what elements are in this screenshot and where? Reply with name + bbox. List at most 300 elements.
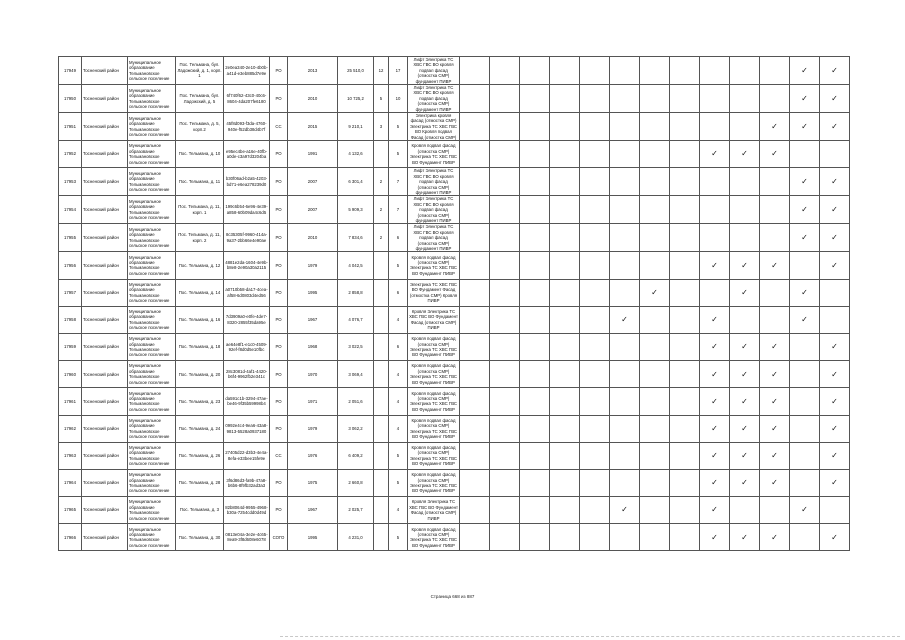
checkmark-cell xyxy=(640,306,670,333)
checkmark-cell xyxy=(610,279,640,306)
checkmark-cell xyxy=(580,141,610,168)
entrances-cell: 5 xyxy=(389,469,408,496)
year-cell: 1971 xyxy=(288,388,338,415)
checkmark-cell: ✓ xyxy=(610,497,640,524)
checkmark-cell xyxy=(490,113,520,141)
checkmark-cell xyxy=(790,415,820,442)
row-number: 17965 xyxy=(59,497,82,524)
floors-cell xyxy=(374,333,389,360)
checkmark-cell xyxy=(550,85,580,113)
area-cell: 4 042,5 xyxy=(338,252,374,279)
checkmark-cell xyxy=(520,306,550,333)
checkmark-cell xyxy=(550,141,580,168)
guid-cell: 199c6b54-6e96-4e39-a858-60b09da4c6d5 xyxy=(224,196,270,224)
checkmark-cell xyxy=(730,57,760,85)
year-cell: 2010 xyxy=(288,85,338,113)
checkmark-cell xyxy=(550,224,580,252)
checkmark-cell xyxy=(640,168,670,196)
year-cell: 1968 xyxy=(288,333,338,360)
year-cell: 1967 xyxy=(288,497,338,524)
table-row xyxy=(59,141,850,168)
year-cell: 2007 xyxy=(288,196,338,224)
entrances-cell: 4 xyxy=(389,361,408,388)
owner-cell: Муниципальное образование Тельмановское сельское поселение xyxy=(128,85,176,113)
table-row xyxy=(59,85,850,113)
wall-material-cell: РО xyxy=(270,141,288,168)
year-cell: 2013 xyxy=(288,57,338,85)
floors-cell xyxy=(374,524,389,551)
guid-cell: 7d3909a0-e0fe-4de7-8320-2855f35da95e xyxy=(224,306,270,333)
checkmark-cell xyxy=(550,196,580,224)
checkmark-cell xyxy=(610,333,640,360)
entrances-cell: 5 xyxy=(389,113,408,141)
area-cell: 2 858,8 xyxy=(338,279,374,306)
row-number: 17957 xyxy=(59,279,82,306)
district-cell: Тосненский район xyxy=(82,442,128,469)
checkmark-cell xyxy=(580,168,610,196)
address-cell: Пос. Тельмана, д. 11, корп. 2 xyxy=(176,224,224,252)
row-number: 17964 xyxy=(59,469,82,496)
works-cell: Кровля Электрика ТС ХВС ГВС ВО Фундамент Фасад (отмостка СМР) ПИВР xyxy=(408,497,460,524)
row-number: 17951 xyxy=(59,113,82,141)
district-cell: Тосненский район xyxy=(82,306,128,333)
checkmark-cell xyxy=(580,469,610,496)
table-row xyxy=(59,469,850,496)
checkmark-cell: ✓ xyxy=(700,442,730,469)
area-cell: 9 210,1 xyxy=(338,113,374,141)
checkmark-cell xyxy=(640,85,670,113)
checkmark-cell xyxy=(550,306,580,333)
checkmark-cell: ✓ xyxy=(790,168,820,196)
checkmark-cell xyxy=(580,196,610,224)
row-number: 17953 xyxy=(59,168,82,196)
year-cell: 1979 xyxy=(288,252,338,279)
entrances-cell: 4 xyxy=(389,388,408,415)
entrances-cell: 7 xyxy=(389,196,408,224)
table-row xyxy=(59,415,850,442)
address-cell: Пос. Тельмана, д. 12 xyxy=(176,252,224,279)
wall-material-cell: РО xyxy=(270,388,288,415)
wall-material-cell: СОГО xyxy=(270,524,288,551)
checkmark-cell xyxy=(550,333,580,360)
checkmark-cell: ✓ xyxy=(730,333,760,360)
checkmark-cell xyxy=(550,497,580,524)
checkmark-cell xyxy=(460,252,490,279)
checkmark-cell xyxy=(700,85,730,113)
checkmark-cell xyxy=(460,333,490,360)
checkmark-cell xyxy=(490,497,520,524)
checkmark-cell: ✓ xyxy=(760,361,790,388)
checkmark-cell xyxy=(700,196,730,224)
checkmark-cell xyxy=(550,361,580,388)
checkmark-cell xyxy=(730,196,760,224)
checkmark-cell xyxy=(460,57,490,85)
entrances-cell: 4 xyxy=(389,415,408,442)
checkmark-cell xyxy=(700,279,730,306)
year-cell: 1995 xyxy=(288,524,338,551)
checkmark-cell: ✓ xyxy=(610,306,640,333)
guid-cell: 3f6d86d3-fa9b-47a8-b6b6-8f9fb32ad3a3 xyxy=(224,469,270,496)
checkmark-cell: ✓ xyxy=(820,196,850,224)
checkmark-cell xyxy=(520,442,550,469)
checkmark-cell xyxy=(610,415,640,442)
checkmark-cell xyxy=(760,57,790,85)
checkmark-cell xyxy=(580,306,610,333)
works-cell: Кровля подвал фасад (отмостка СМР) Электрика ТС ХВС ГВС ВО Фундамент ПИВР xyxy=(408,388,460,415)
checkmark-cell xyxy=(490,361,520,388)
entrances-cell: 6 xyxy=(389,333,408,360)
area-cell: 7 834,6 xyxy=(338,224,374,252)
checkmark-cell xyxy=(550,113,580,141)
district-cell: Тосненский район xyxy=(82,252,128,279)
checkmark-cell xyxy=(790,469,820,496)
address-cell: Пос. Тельмана, д. 20 xyxy=(176,361,224,388)
guid-cell: a0710b58-da17-4cea-af58-6d0803d4ed56 xyxy=(224,279,270,306)
checkmark-cell xyxy=(550,442,580,469)
checkmark-cell xyxy=(670,442,700,469)
table-row xyxy=(59,442,850,469)
checkmark-cell xyxy=(550,469,580,496)
checkmark-cell: ✓ xyxy=(760,252,790,279)
checkmark-cell: ✓ xyxy=(760,333,790,360)
entrances-cell: 6 xyxy=(389,279,408,306)
area-cell: 5 909,3 xyxy=(338,196,374,224)
checkmark-cell xyxy=(490,85,520,113)
checkmark-cell xyxy=(520,196,550,224)
owner-cell: Муниципальное образование Тельмановское сельское поселение xyxy=(128,497,176,524)
checkmark-cell: ✓ xyxy=(700,141,730,168)
checkmark-cell xyxy=(730,113,760,141)
address-cell: Пос. Тельмана, д. 5, корп.2 xyxy=(176,113,224,141)
checkmark-cell xyxy=(460,141,490,168)
address-cell: Пос. Тельмана, д. 11 xyxy=(176,168,224,196)
row-number: 17955 xyxy=(59,224,82,252)
checkmark-cell xyxy=(550,57,580,85)
checkmark-cell xyxy=(730,168,760,196)
table-row xyxy=(59,497,850,524)
area-cell: 2 025,7 xyxy=(338,497,374,524)
checkmark-cell xyxy=(670,168,700,196)
checkmark-cell xyxy=(670,388,700,415)
checkmark-cell xyxy=(640,442,670,469)
checkmark-cell xyxy=(580,415,610,442)
checkmark-cell: ✓ xyxy=(730,361,760,388)
entrances-cell: 5 xyxy=(389,524,408,551)
year-cell: 1970 xyxy=(288,361,338,388)
checkmark-cell xyxy=(490,469,520,496)
floors-cell: 3 xyxy=(374,113,389,141)
checkmark-cell xyxy=(460,388,490,415)
checkmark-cell xyxy=(670,113,700,141)
entrances-cell: 5 xyxy=(389,141,408,168)
table-body xyxy=(59,57,850,551)
row-number: 17958 xyxy=(59,306,82,333)
checkmark-cell xyxy=(640,524,670,551)
guid-cell: 0813e04a-3e2e-4c65-8ea9-3f8d608e6078 xyxy=(224,524,270,551)
checkmark-cell: ✓ xyxy=(700,415,730,442)
checkmark-cell xyxy=(760,224,790,252)
guid-cell: 28c3081d-4af1-4420-b6f4-9962fb2e341c xyxy=(224,361,270,388)
works-cell: Кровля подвал фасад (отмостка СМР) Электрика ТС ХВС ГВС ВО Фундамент ПИВР xyxy=(408,415,460,442)
checkmark-cell xyxy=(460,85,490,113)
floors-cell: 2 xyxy=(374,168,389,196)
checkmark-cell xyxy=(640,361,670,388)
floors-cell xyxy=(374,361,389,388)
checkmark-cell xyxy=(730,224,760,252)
checkmark-cell xyxy=(490,279,520,306)
owner-cell: Муниципальное образование Тельмановское сельское поселение xyxy=(128,333,176,360)
wall-material-cell: РО xyxy=(270,168,288,196)
area-cell: 2 051,6 xyxy=(338,388,374,415)
checkmark-cell: ✓ xyxy=(820,442,850,469)
area-cell: 3 022,5 xyxy=(338,333,374,360)
checkmark-cell xyxy=(640,333,670,360)
checkmark-cell xyxy=(610,85,640,113)
checkmark-cell: ✓ xyxy=(760,388,790,415)
wall-material-cell: РО xyxy=(270,279,288,306)
guid-cell: 27405d22-d3b3-4e4a-8efa-e33bee15fe9e xyxy=(224,442,270,469)
checkmark-cell xyxy=(790,333,820,360)
entrances-cell: 7 xyxy=(389,168,408,196)
table-row xyxy=(59,224,850,252)
checkmark-cell xyxy=(610,252,640,279)
works-cell: Лифт Электрика ТС ХВС ГВС ВО кровля подвал фасад (отмостка СМР) фундамент ПИВР xyxy=(408,85,460,113)
checkmark-cell xyxy=(520,57,550,85)
checkmark-cell xyxy=(760,279,790,306)
address-cell: Пос. Тельмана, бул. Ладожский, д. 5 xyxy=(176,85,224,113)
entrances-cell: 17 xyxy=(389,57,408,85)
checkmark-cell: ✓ xyxy=(790,57,820,85)
checkmark-cell xyxy=(640,224,670,252)
checkmark-cell xyxy=(520,85,550,113)
row-number: 17950 xyxy=(59,85,82,113)
checkmark-cell xyxy=(460,415,490,442)
checkmark-cell xyxy=(670,497,700,524)
area-cell: 4 231,0 xyxy=(338,524,374,551)
checkmark-cell xyxy=(520,333,550,360)
checkmark-cell xyxy=(490,306,520,333)
checkmark-cell xyxy=(640,252,670,279)
checkmark-cell: ✓ xyxy=(820,224,850,252)
checkmark-cell: ✓ xyxy=(700,306,730,333)
entrances-cell: 4 xyxy=(389,306,408,333)
checkmark-cell xyxy=(550,524,580,551)
checkmark-cell xyxy=(640,196,670,224)
checkmark-cell: ✓ xyxy=(700,524,730,551)
checkmark-cell: ✓ xyxy=(730,252,760,279)
area-cell: 3 062,2 xyxy=(338,415,374,442)
year-cell: 1967 xyxy=(288,306,338,333)
checkmark-cell xyxy=(520,497,550,524)
checkmark-cell xyxy=(640,141,670,168)
address-cell: Пос. Тельмана, д. 3 xyxy=(176,497,224,524)
checkmark-cell: ✓ xyxy=(730,469,760,496)
checkmark-cell: ✓ xyxy=(820,469,850,496)
floors-cell: 12 xyxy=(374,57,389,85)
checkmark-cell xyxy=(670,469,700,496)
district-cell: Тосненский район xyxy=(82,141,128,168)
entrances-cell: 5 xyxy=(389,442,408,469)
checkmark-cell xyxy=(460,361,490,388)
owner-cell: Муниципальное образование Тельмановское сельское поселение xyxy=(128,168,176,196)
checkmark-cell xyxy=(490,388,520,415)
works-cell: Электрика кровля фасад (отмостка СМР) Электрика ТС ХВС ГВС ВО Кровля подвал Фасад (отмостка СМР) xyxy=(408,113,460,141)
checkmark-cell xyxy=(550,415,580,442)
checkmark-cell: ✓ xyxy=(820,524,850,551)
checkmark-cell xyxy=(460,524,490,551)
area-cell: 25 510,0 xyxy=(338,57,374,85)
works-cell: Электрика ТС ХВС ГВС ВО Фундамент Фасад (отмостка СМР) Кровля ПИВР xyxy=(408,279,460,306)
guid-cell: 45f8d093-f3da-4760-940e-f52db38d4b7f xyxy=(224,113,270,141)
checkmark-cell xyxy=(490,141,520,168)
address-cell: Пос. Тельмана, д. 11, корп. 1 xyxy=(176,196,224,224)
checkmark-cell xyxy=(670,252,700,279)
checkmark-cell xyxy=(580,442,610,469)
checkmark-cell xyxy=(580,497,610,524)
checkmark-cell xyxy=(490,442,520,469)
checkmark-cell: ✓ xyxy=(700,333,730,360)
checkmark-cell xyxy=(610,141,640,168)
checkmark-cell xyxy=(520,252,550,279)
table-row xyxy=(59,333,850,360)
checkmark-cell xyxy=(670,85,700,113)
checkmark-cell: ✓ xyxy=(790,224,820,252)
checkmark-cell xyxy=(520,141,550,168)
checkmark-cell xyxy=(490,524,520,551)
address-cell: Пос. Тельмана, д. 26 xyxy=(176,442,224,469)
address-cell: Пос. Тельмана, бул. Ладожский, д. 1, корп. 1 xyxy=(176,57,224,85)
checkmark-cell: ✓ xyxy=(760,442,790,469)
address-cell: Пос. Тельмана, д. 18 xyxy=(176,333,224,360)
checkmark-cell xyxy=(790,388,820,415)
owner-cell: Муниципальное образование Тельмановское сельское поселение xyxy=(128,388,176,415)
checkmark-cell: ✓ xyxy=(730,415,760,442)
guid-cell: ae64e8f1-e1c0-4509-92ef-f8d0d5e10fbc xyxy=(224,333,270,360)
guid-cell: 6f740f62-43c0-40c6-8604-4da207fe6180 xyxy=(224,85,270,113)
district-cell: Тосненский район xyxy=(82,57,128,85)
checkmark-cell: ✓ xyxy=(820,361,850,388)
floors-cell xyxy=(374,279,389,306)
checkmark-cell xyxy=(490,415,520,442)
owner-cell: Муниципальное образование Тельмановское сельское поселение xyxy=(128,57,176,85)
district-cell: Тосненский район xyxy=(82,168,128,196)
checkmark-cell xyxy=(610,469,640,496)
area-cell: 10 725,2 xyxy=(338,85,374,113)
checkmark-cell xyxy=(610,524,640,551)
checkmark-cell xyxy=(640,388,670,415)
checkmark-cell: ✓ xyxy=(700,469,730,496)
checkmark-cell xyxy=(700,57,730,85)
checkmark-cell xyxy=(640,57,670,85)
year-cell: 1991 xyxy=(288,141,338,168)
checkmark-cell: ✓ xyxy=(790,306,820,333)
district-cell: Тосненский район xyxy=(82,85,128,113)
checkmark-cell xyxy=(490,168,520,196)
checkmark-cell xyxy=(610,57,640,85)
checkmark-cell: ✓ xyxy=(730,388,760,415)
works-cell: Кровля Электрика ТС ХВС ГВС ВО Фундамент Фасад (отмостка СМР) ПИВР xyxy=(408,306,460,333)
checkmark-cell: ✓ xyxy=(700,388,730,415)
checkmark-cell xyxy=(640,415,670,442)
checkmark-cell xyxy=(610,388,640,415)
entrances-cell: 6 xyxy=(389,224,408,252)
owner-cell: Муниципальное образование Тельмановское сельское поселение xyxy=(128,442,176,469)
area-cell: 3 069,4 xyxy=(338,361,374,388)
year-cell: 1979 xyxy=(288,415,338,442)
checkmark-cell: ✓ xyxy=(820,252,850,279)
checkmark-cell xyxy=(460,497,490,524)
works-cell: Кровля подвал фасад (отмостка СМР) Электрика ТС ХВС ГВС ВО Фундамент ПИВР xyxy=(408,524,460,551)
owner-cell: Муниципальное образование Тельмановское сельское поселение xyxy=(128,469,176,496)
checkmark-cell xyxy=(610,442,640,469)
checkmark-cell xyxy=(610,113,640,141)
checkmark-cell xyxy=(550,168,580,196)
checkmark-cell xyxy=(760,85,790,113)
checkmark-cell xyxy=(580,333,610,360)
area-cell: 2 660,8 xyxy=(338,469,374,496)
district-cell: Тосненский район xyxy=(82,388,128,415)
checkmark-cell xyxy=(820,497,850,524)
checkmark-cell xyxy=(670,524,700,551)
wall-material-cell: РО xyxy=(270,497,288,524)
checkmark-cell: ✓ xyxy=(700,497,730,524)
checkmark-cell xyxy=(610,224,640,252)
checkmark-cell xyxy=(520,168,550,196)
table-row xyxy=(59,306,850,333)
row-number: 17966 xyxy=(59,524,82,551)
checkmark-cell xyxy=(730,85,760,113)
checkmark-cell: ✓ xyxy=(820,388,850,415)
checkmark-cell xyxy=(550,252,580,279)
works-cell: Кровля подвал фасад (отмостка СМР) Электрика ТС ХВС ГВС ВО Фундамент ПИВР xyxy=(408,252,460,279)
checkmark-cell xyxy=(700,113,730,141)
address-cell: Пос. Тельмана, д. 23 xyxy=(176,388,224,415)
checkmark-cell xyxy=(670,415,700,442)
guid-cell: 2e0ea340-2e10-4b0b-a41d-e3eb885d7e9e xyxy=(224,57,270,85)
checkmark-cell: ✓ xyxy=(820,168,850,196)
checkmark-cell xyxy=(610,196,640,224)
guid-cell: e95ec4be-a16e-40fb-a0de-c3a97d3204ba xyxy=(224,141,270,168)
floors-cell xyxy=(374,469,389,496)
checkmark-cell xyxy=(640,469,670,496)
row-number: 17952 xyxy=(59,141,82,168)
checkmark-cell xyxy=(520,224,550,252)
table-row xyxy=(59,252,850,279)
address-cell: Пос. Тельмана, д. 10 xyxy=(176,141,224,168)
wall-material-cell: РО xyxy=(270,333,288,360)
checkmark-cell xyxy=(460,224,490,252)
owner-cell: Муниципальное образование Тельмановское сельское поселение xyxy=(128,224,176,252)
works-cell: Кровля подвал фасад (отмостка СМР) Электрика ТС ХВС ГВС ВО Фундамент ПИВР xyxy=(408,361,460,388)
area-cell: 6 301,4 xyxy=(338,168,374,196)
guid-cell: 8c35305f-9960-414a-9a37-2bb66e4e90ae xyxy=(224,224,270,252)
year-cell: 1975 xyxy=(288,469,338,496)
year-cell: 1995 xyxy=(288,279,338,306)
floors-cell xyxy=(374,388,389,415)
checkmark-cell xyxy=(550,388,580,415)
wall-material-cell: РО xyxy=(270,196,288,224)
checkmark-cell xyxy=(670,361,700,388)
checkmark-cell xyxy=(820,141,850,168)
checkmark-cell xyxy=(760,306,790,333)
checkmark-cell: ✓ xyxy=(820,85,850,113)
checkmark-cell xyxy=(460,113,490,141)
table-row xyxy=(59,361,850,388)
address-cell: Пос. Тельмана, д. 28 xyxy=(176,469,224,496)
table-row xyxy=(59,57,850,85)
checkmark-cell xyxy=(580,57,610,85)
row-number: 17961 xyxy=(59,388,82,415)
